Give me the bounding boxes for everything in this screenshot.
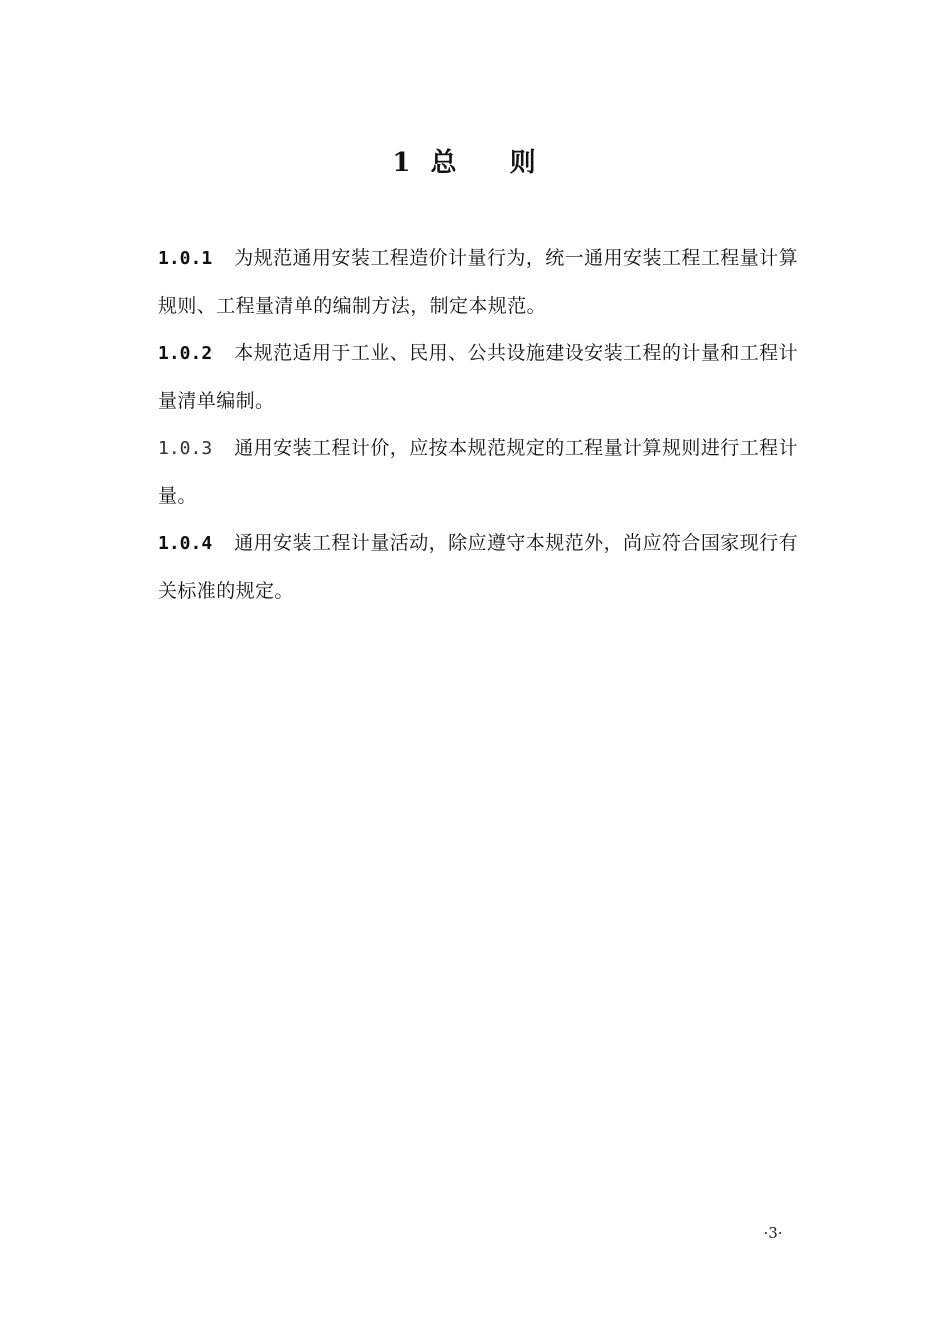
clause-number: 1.0.2 bbox=[158, 343, 213, 364]
clause-1-0-2 bbox=[158, 330, 798, 425]
clause-text: 通用安装工程计价，应按本规范规定的工程量计算规则进行工程计量。 bbox=[158, 437, 798, 507]
clause-1-0-3 bbox=[158, 425, 798, 520]
chapter-heading bbox=[0, 143, 950, 183]
clause-1-0-1 bbox=[158, 235, 798, 330]
chapter-title: 总 则 bbox=[430, 148, 558, 178]
clause-number: 1.0.3 bbox=[158, 438, 213, 459]
clause-text: 通用安装工程计量活动，除应遵守本规范外，尚应符合国家现行有关标准的规定。 bbox=[158, 532, 798, 602]
chapter-number: 1 bbox=[392, 148, 413, 178]
clause-text: 本规范适用于工业、民用、公共设施建设安装工程的计量和工程计量清单编制。 bbox=[158, 342, 798, 412]
clause-number: 1.0.1 bbox=[158, 248, 213, 269]
clause-1-0-4 bbox=[158, 520, 798, 615]
clause-text: 为规范通用安装工程造价计量行为，统一通用安装工程工程量计算规则、工程量清单的编制方法，制定本规范。 bbox=[158, 247, 798, 317]
clause-number: 1.0.4 bbox=[158, 533, 213, 554]
clause-list bbox=[158, 235, 798, 615]
page-number: ·3· bbox=[763, 1224, 783, 1242]
